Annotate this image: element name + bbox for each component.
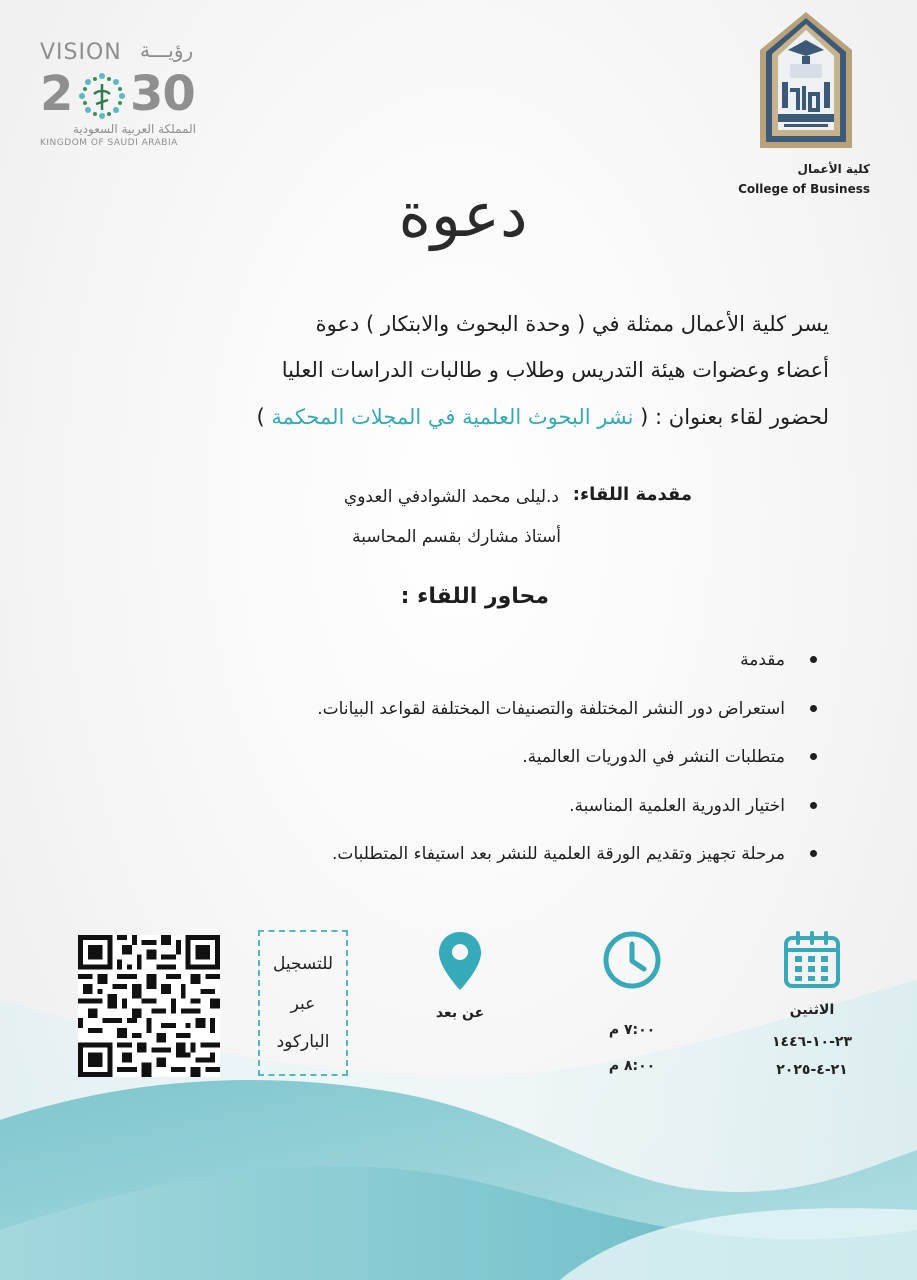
invitation-title: دعوة xyxy=(398,178,528,251)
kingdom-en: KINGDOM OF SAUDI ARABIA xyxy=(40,138,178,148)
list-item xyxy=(77,640,817,689)
register-line-1: للتسجيل xyxy=(272,954,334,974)
event-date-hijri: ٢٣-١٠-١٤٤٦ xyxy=(772,1034,852,1050)
vision-year-2: 2 xyxy=(40,66,73,122)
qr-code[interactable] xyxy=(78,935,220,1077)
lecture-topic: نشر البحوث العلمية في المجلات المحكمة xyxy=(271,405,634,429)
event-date-gregorian: ٢١-٤-٢٠٢٥ xyxy=(776,1062,848,1078)
topic-text: مقدمة xyxy=(740,650,785,670)
topics-heading: محاور اللقاء : xyxy=(400,584,549,609)
vision-2030-logo xyxy=(38,40,208,150)
presenter-title: أستاذ مشارك بقسم المحاسبة xyxy=(352,527,561,547)
clock-icon xyxy=(602,930,662,990)
vision-word: VISION xyxy=(40,40,122,65)
vision-emblem-icon xyxy=(76,70,128,122)
event-time-end: ٨:٠٠ م xyxy=(608,1058,656,1074)
body-line-1: يسر كلية الأعمال ممثلة في ( وحدة البحوث والابتكار ) دعوة xyxy=(315,312,829,336)
university-logo xyxy=(758,10,854,150)
vision-ar: رؤيـــة xyxy=(140,38,194,62)
register-line-2: عبر xyxy=(290,994,316,1014)
body-line-3-suffix: ) xyxy=(256,405,265,429)
kingdom-ar: المملكة العربية السعودية xyxy=(72,122,196,136)
topics-list xyxy=(77,640,817,883)
bullet-icon xyxy=(810,850,817,857)
register-box xyxy=(258,930,348,1076)
vision-year-30: 30 xyxy=(130,66,195,122)
bullet-icon xyxy=(810,753,817,760)
topic-text: اختيار الدورية العلمية المناسبة. xyxy=(569,795,785,816)
college-name-ar: كلية الأعمال xyxy=(797,162,870,176)
bullet-icon xyxy=(810,656,817,663)
list-item xyxy=(77,834,817,883)
topic-text: مرحلة تجهيز وتقديم الورقة العلمية للنشر بعد استيفاء المتطلبات. xyxy=(332,844,785,864)
college-name-en: College of Business xyxy=(738,182,870,196)
body-line-3 xyxy=(257,405,829,429)
topic-text: متطلبات النشر في الدوريات العالمية. xyxy=(522,747,785,767)
calendar-icon xyxy=(782,930,842,990)
bullet-icon xyxy=(810,802,817,809)
presenter-name: د.ليلى محمد الشوادفي العدوي xyxy=(343,487,559,507)
location-pin-icon xyxy=(437,930,483,992)
body-line-2: أعضاء وعضوات هيئة التدريس وطلاب و طالبات الدراسات العليا xyxy=(281,358,829,382)
event-time-start: ٧:٠٠ م xyxy=(608,1022,656,1038)
event-location: عن بعد xyxy=(435,1005,485,1021)
list-item xyxy=(77,689,817,738)
bullet-icon xyxy=(810,705,817,712)
presenter-label: مقدمة اللقاء: xyxy=(572,484,692,505)
topic-text: استعراض دور النشر المختلفة والتصنيفات المختلفة لقواعد البيانات. xyxy=(317,698,785,719)
event-day: الاثنين xyxy=(789,1002,835,1018)
list-item xyxy=(77,786,817,835)
register-line-3: الباركود xyxy=(276,1032,330,1052)
list-item xyxy=(77,737,817,786)
body-line-3-prefix: لحضور لقاء بعنوان : ( xyxy=(640,405,829,429)
